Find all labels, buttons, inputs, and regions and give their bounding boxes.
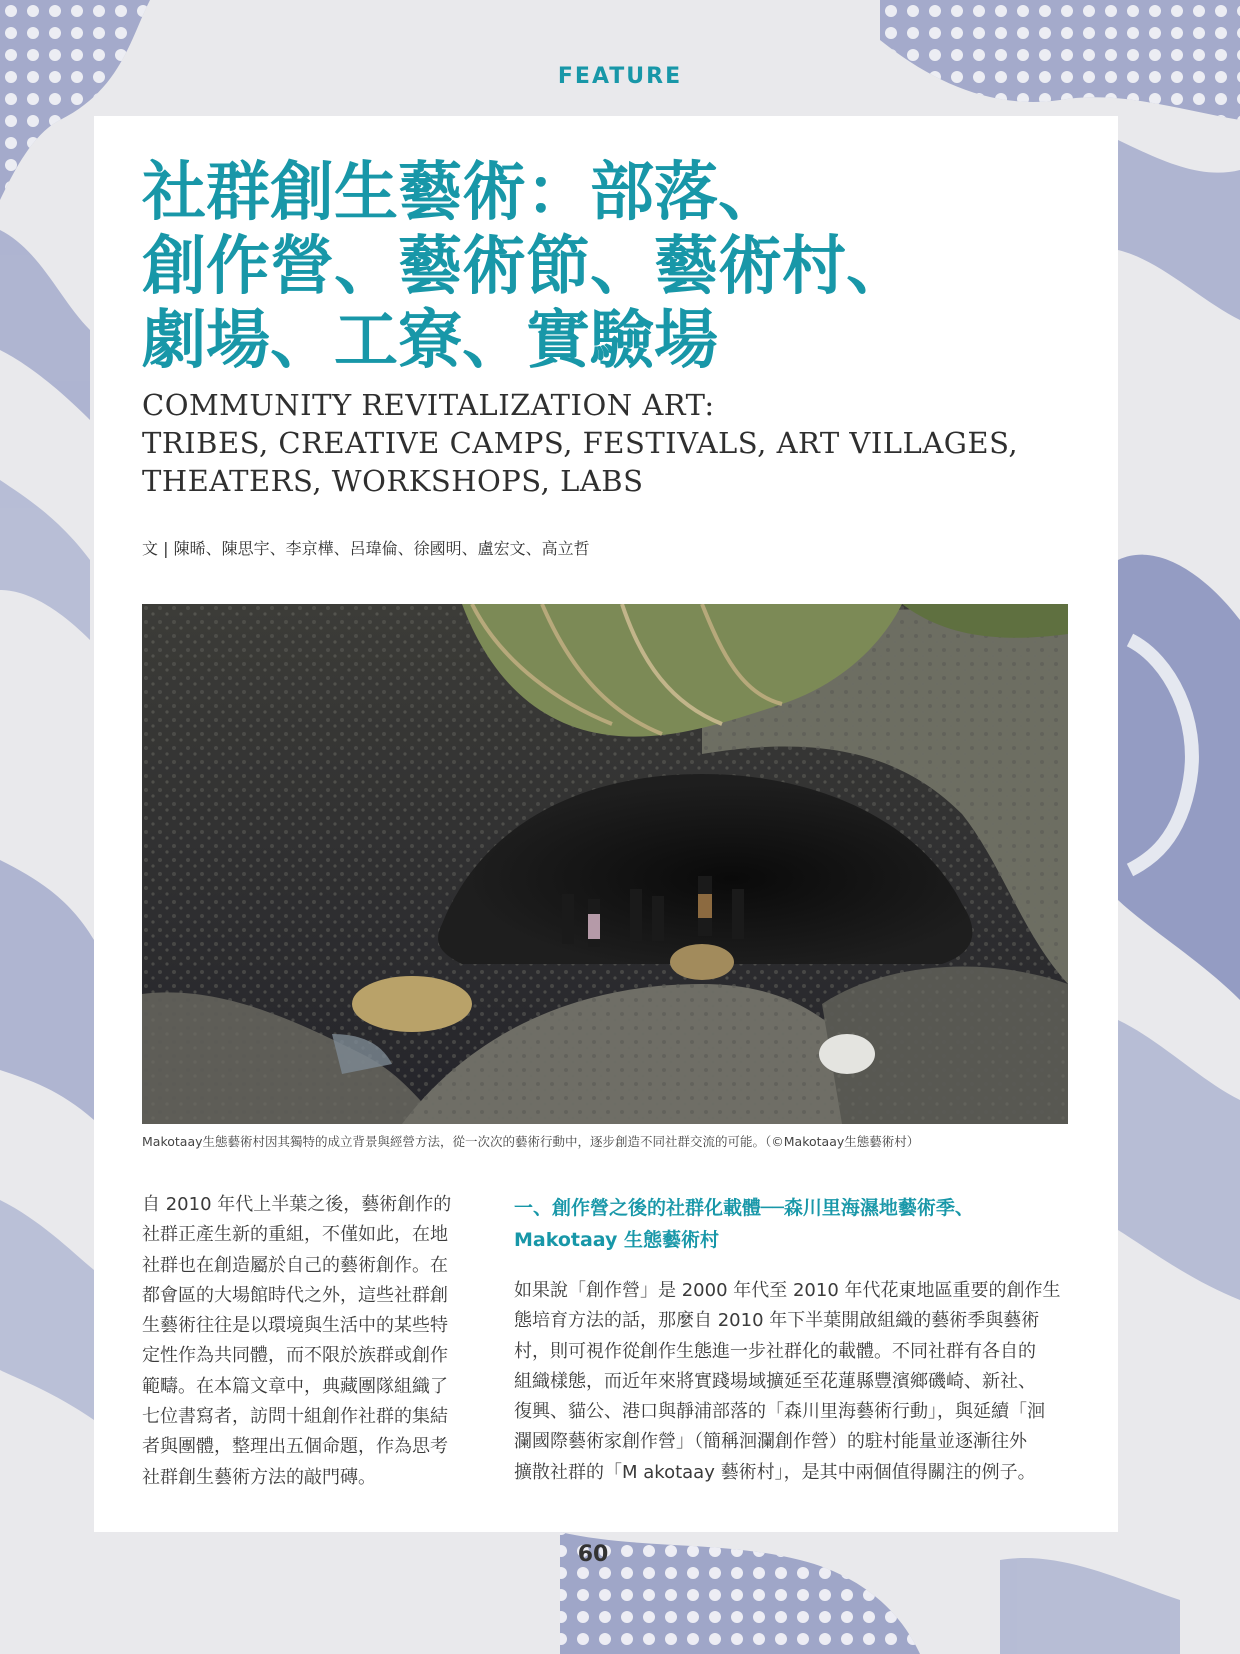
article-title-chinese [142,156,1082,378]
paragraph-line: 瀾國際藝術家創作營」（簡稱洄瀾創作營）的駐村能量並逐漸往外 [514,1431,1027,1453]
title-line: 劇場、工寮、實驗場 [142,304,718,378]
subtitle-line: THEATERS, WORKSHOPS, LABS [142,464,644,498]
subtitle-line: TRIBES, CREATIVE CAMPS, FESTIVALS, ART VILLAGES, [142,426,1019,460]
heading-line: 一、創作營之後的社群化載體──森川里海濕地藝術季、 [514,1197,974,1219]
paragraph-line: 七位書寫者，訪問十組創作社群的集結 [142,1406,448,1428]
paragraph-line: 社群也在創造屬於自己的藝術創作。在 [142,1254,448,1276]
paragraph-line: 社群創生藝術方法的敲門磚。 [142,1466,376,1488]
paragraph-line: 都會區的大場館時代之外，這些社群創 [142,1284,448,1306]
paragraph-line: 態培育方法的話，那麼自 2010 年下半葉開啟組織的藝術季與藝術 [514,1310,1040,1332]
paragraph-line: 復興、貓公、港口與靜浦部落的「森川里海藝術行動」，與延續「洄 [514,1401,1045,1423]
photo-caption: Makotaay生態藝術村因其獨特的成立背景與經營方法，從一次次的藝術行動中，逐步創造不同社群交流的可能。（©Makotaay生態藝術村） [142,1134,920,1149]
section-paragraph [514,1276,1074,1488]
subtitle-line: COMMUNITY REVITALIZATION ART: [142,388,715,422]
heading-line: Makotaay 生態藝術村 [514,1229,720,1251]
title-line: 創作營、藝術節、藝術村、 [142,230,910,304]
paragraph-line: 擴散社群的「M akotaay 藝術村」，是其中兩個值得關注的例子。 [514,1461,1036,1483]
paragraph-line: 生藝術往往是以環境與生活中的某些特 [142,1315,448,1337]
cave-photo [142,604,1068,1124]
author-byline: 文 | 陳晞、陳思宇、李京樺、呂瑋倫、徐國明、盧宏文、高立哲 [142,539,590,558]
paragraph-line: 如果說「創作營」是 2000 年代至 2010 年代花東地區重要的創作生 [514,1280,1061,1301]
title-line: 社群創生藝術：部落、 [142,156,782,230]
section-heading [514,1192,1084,1256]
paragraph-line: 範疇。在本篇文章中，典藏團隊組織了 [142,1375,448,1397]
paragraph-line: 者與團體，整理出五個命題，作為思考 [142,1436,448,1458]
paragraph-line: 社群正產生新的重組，不僅如此，在地 [142,1224,448,1246]
paragraph-line: 村，則可視作從創作生態進一步社群化的載體。不同社群有各自的 [514,1340,1036,1362]
page-number: 60 [577,1542,609,1567]
paragraph-line: 自 2010 年代上半葉之後，藝術創作的 [142,1194,452,1215]
section-label: FEATURE [557,64,683,89]
article-title-english [142,386,1082,500]
article-panel [94,116,1118,1532]
paragraph-line: 組織樣態，而近年來將實踐場域擴延至花蓮縣豐濱鄉磯崎、新社、 [514,1370,1036,1392]
intro-paragraph [142,1190,482,1493]
paragraph-line: 定性作為共同體，而不限於族群或創作 [142,1345,448,1367]
